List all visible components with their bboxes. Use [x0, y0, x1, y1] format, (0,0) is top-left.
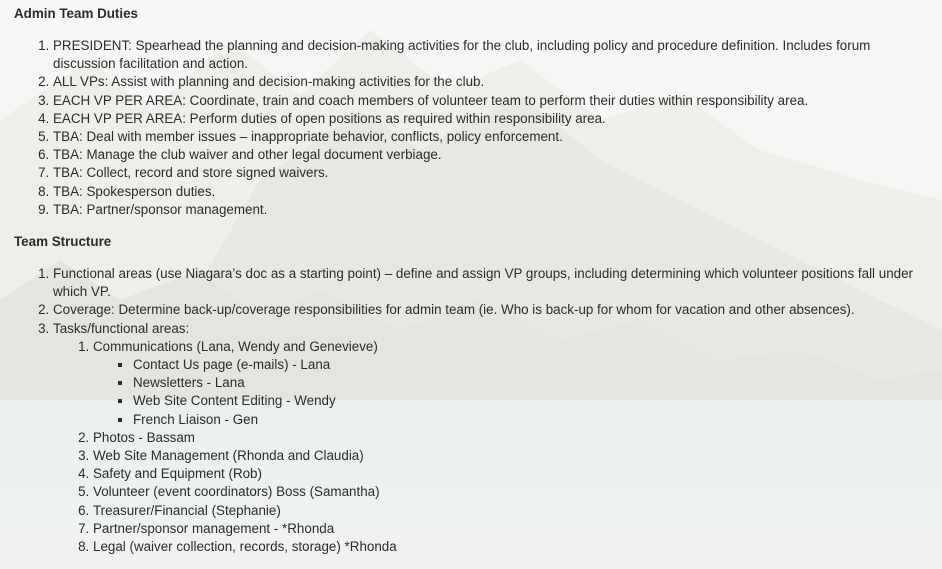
list-item-label: Tasks/functional areas: [53, 320, 190, 336]
list-item-tasks [53, 320, 934, 557]
list-item: 5. Volunteer (event coordinators) Boss (Samantha) [93, 483, 934, 501]
list-item: 3. Web Site Management (Rhonda and Claudia) [93, 447, 934, 465]
list-item-communications [93, 338, 934, 429]
list-item: 6. TBA: Manage the club waiver and other legal document verbiage. [53, 146, 934, 164]
admin-duties-heading: Admin Team Duties [14, 6, 139, 21]
list-item: 2. Photos - Bassam [93, 429, 934, 447]
list-item: ▪ Web Site Content Editing - Wendy [133, 392, 934, 410]
list-item: 1. PRESIDENT: Spearhead the planning and decision-making activities for the club, including policy and procedure definition. Includes forum discussion facilitation and action. [53, 37, 934, 73]
team-structure-list [14, 265, 934, 556]
list-item: 3. EACH VP PER AREA: Coordinate, train and coach members of volunteer team to perform their duties within responsibility area. [53, 92, 934, 110]
list-item: 9. TBA: Partner/sponsor management. [53, 201, 934, 219]
communications-list [93, 356, 934, 429]
list-item: 6. Treasurer/Financial (Stephanie) [93, 502, 934, 520]
list-item: 7. Partner/sponsor management - *Rhonda [93, 520, 934, 538]
list-item: 4. EACH VP PER AREA: Perform duties of open positions as required within responsibility area. [53, 110, 934, 128]
list-item: 2. Coverage: Determine back-up/coverage responsibilities for admin team (ie. Who is back-up for whom for vacation and other absences). [53, 301, 934, 319]
list-item: 8. Legal (waiver collection, records, storage) *Rhonda [93, 538, 934, 556]
list-item: ▪ Newsletters - Lana [133, 374, 934, 392]
list-item: 1. Functional areas (use Niagara’s doc as a starting point) – define and assign VP groups, including determining which volunteer positions fall under which VP. [53, 265, 934, 301]
list-item: ▪ French Liaison - Gen [133, 411, 934, 429]
list-item: ▪ Contact Us page (e-mails) - Lana [133, 356, 934, 374]
list-item: 7. TBA: Collect, record and store signed waivers. [53, 164, 934, 182]
list-item: 4. Safety and Equipment (Rob) [93, 465, 934, 483]
admin-duties-list [14, 37, 934, 219]
list-item-label: Communications (Lana, Wendy and Genevieve) [93, 338, 378, 354]
list-item: 5. TBA: Deal with member issues – inappropriate behavior, conflicts, policy enforcement. [53, 128, 934, 146]
team-structure-heading: Team Structure [14, 234, 112, 250]
list-item: 8. TBA: Spokesperson duties. [53, 183, 934, 201]
tasks-list [53, 338, 934, 556]
list-item: 2. ALL VPs: Assist with planning and decision-making activities for the club. [53, 73, 934, 91]
